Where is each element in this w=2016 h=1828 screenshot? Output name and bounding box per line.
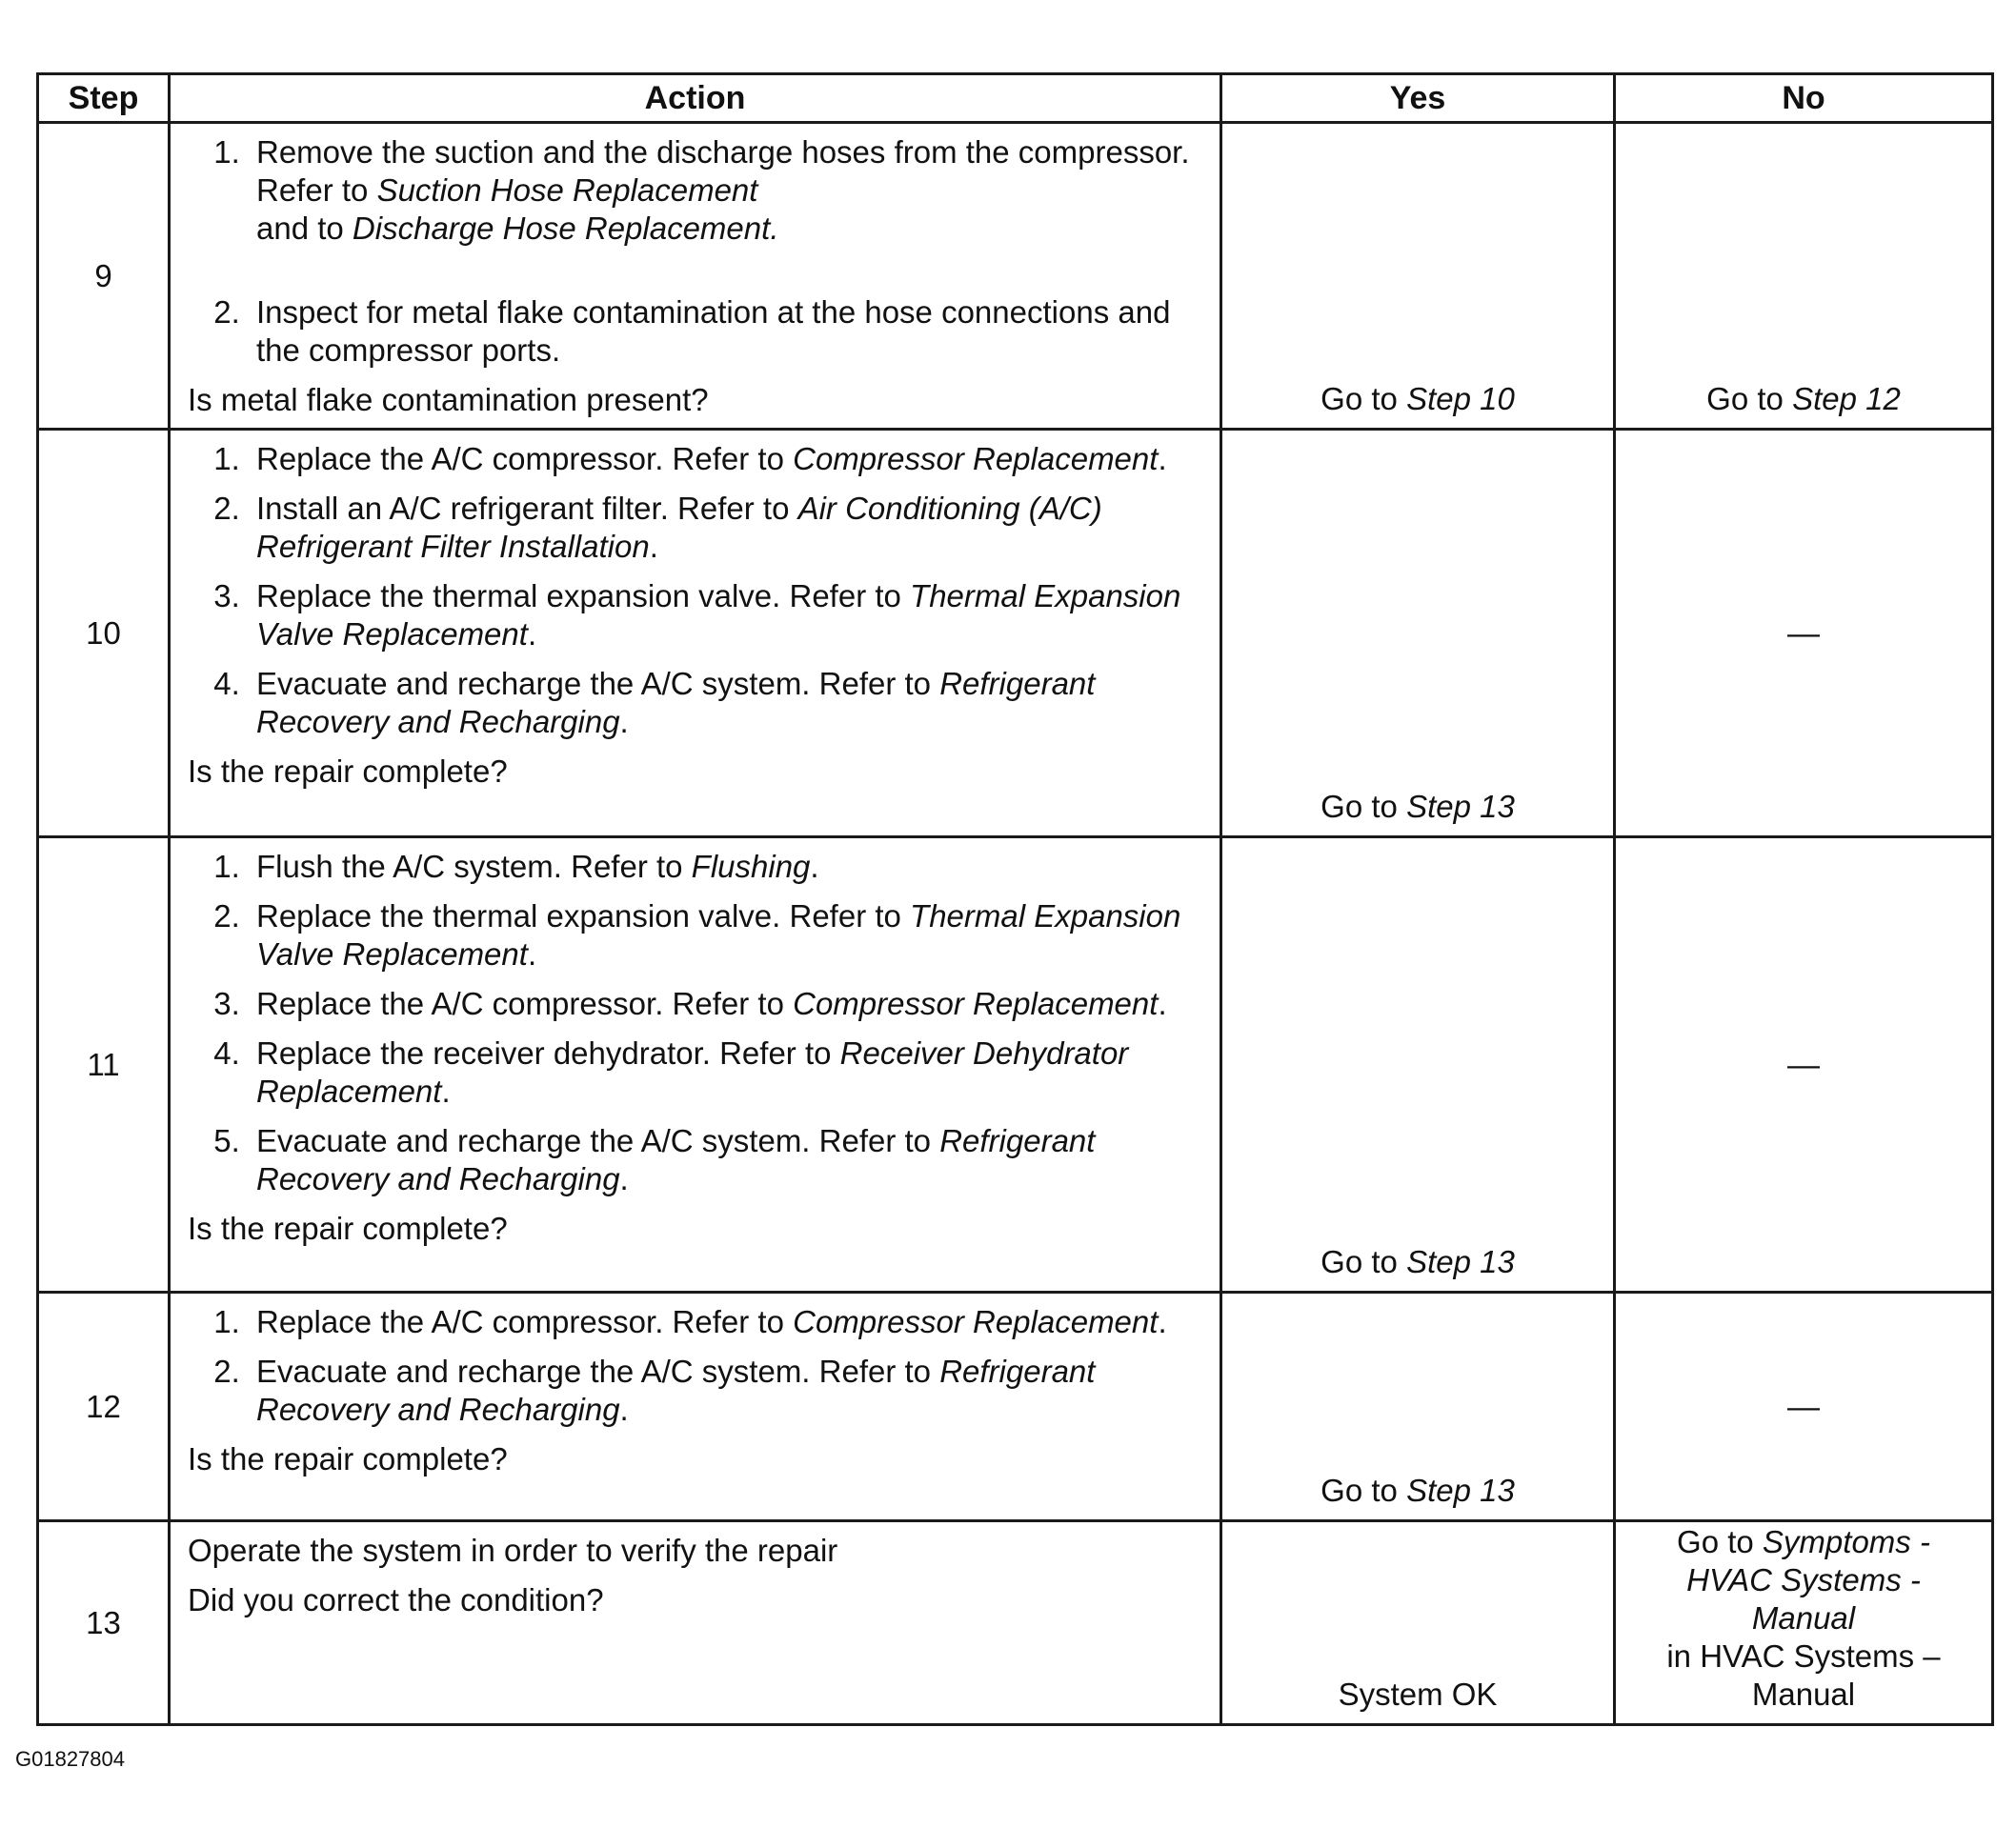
yes-cell [1221, 430, 1615, 837]
no-dash: — [1787, 1388, 1820, 1425]
question-text: Is metal flake contamination present? [188, 382, 709, 417]
reference-link[interactable]: Thermal Expansion Valve Replacement [256, 898, 1181, 972]
list-item [249, 897, 1202, 974]
step-number: 11 [38, 837, 170, 1293]
item-end: . [619, 1161, 629, 1196]
diagnostic-table [36, 72, 1994, 1726]
no-dash: — [1787, 1046, 1820, 1083]
item-text: Evacuate and recharge the A/C system. Refer to [256, 1354, 940, 1389]
list-item [249, 133, 1202, 248]
action-cell [170, 837, 1221, 1293]
table-row [38, 430, 1993, 837]
item-end: . [810, 849, 819, 884]
item-end: . [441, 1074, 451, 1109]
figure-code: G01827804 [15, 1747, 125, 1771]
item-text: Remove the suction and the discharge hoses from the compressor. Refer to [256, 134, 1190, 208]
list-item [249, 490, 1202, 566]
yes-cell [1221, 1293, 1615, 1521]
item-text: Replace the A/C compressor. Refer to [256, 441, 794, 476]
list-item [249, 1035, 1202, 1111]
no-suffix: in HVAC Systems – Manual [1666, 1638, 1941, 1712]
no-cell [1615, 123, 1993, 430]
reference-link[interactable]: Receiver Dehydrator Replacement [256, 1035, 1129, 1109]
action-cell [170, 430, 1221, 837]
yes-step-link[interactable]: Step 13 [1406, 1244, 1515, 1279]
reference-link[interactable]: Refrigerant Recovery and Recharging [256, 666, 1096, 739]
item-end: . [1158, 986, 1167, 1021]
item-end: . [1158, 441, 1167, 476]
item-text: Inspect for metal flake contamination at the hose connections and the compressor ports. [256, 294, 1171, 368]
step-number: 9 [38, 123, 170, 430]
reference-link[interactable]: Thermal Expansion Valve Replacement [256, 578, 1181, 652]
table-row [38, 1293, 1993, 1521]
yes-step-link[interactable]: Step 13 [1406, 789, 1515, 824]
list-item [249, 1353, 1202, 1429]
item-end: . [1158, 1304, 1167, 1339]
yes-prefix: Go to [1320, 1473, 1407, 1508]
item-text: Replace the thermal expansion valve. Refer to [256, 578, 911, 613]
question-text: Did you correct the condition? [188, 1582, 604, 1617]
list-item [249, 985, 1202, 1023]
item-end: . [527, 616, 537, 652]
action-list [188, 133, 1202, 370]
reference-link[interactable]: Compressor Replacement [793, 986, 1159, 1021]
table-row [38, 837, 1993, 1293]
action-list [188, 440, 1202, 741]
yes-cell [1221, 123, 1615, 430]
item-end: . [527, 936, 537, 972]
item-text: Evacuate and recharge the A/C system. Refer to [256, 666, 940, 701]
item-text: Replace the receiver dehydrator. Refer to [256, 1035, 840, 1071]
table-row [38, 123, 1993, 430]
list-item [249, 293, 1202, 370]
no-cell [1615, 837, 1993, 1293]
action-cell [170, 1521, 1221, 1725]
yes-cell [1221, 837, 1615, 1293]
list-item [249, 1303, 1202, 1341]
instruction-text: Operate the system in order to verify the repair [188, 1533, 838, 1568]
list-item [249, 440, 1202, 478]
reference-link[interactable]: Refrigerant Recovery and Recharging [256, 1354, 1096, 1427]
item-text: Replace the A/C compressor. Refer to [256, 1304, 794, 1339]
item-text: Evacuate and recharge the A/C system. Refer to [256, 1123, 940, 1158]
action-list [188, 848, 1202, 1198]
header-step: Step [38, 74, 170, 123]
yes-prefix: Go to [1320, 789, 1407, 824]
item-end: . [770, 211, 779, 246]
symptoms-link[interactable]: Symptoms - HVAC Systems - Manual [1686, 1524, 1930, 1636]
list-item [249, 848, 1202, 886]
item-end: . [619, 1392, 629, 1427]
item-text: Flush the A/C system. Refer to [256, 849, 692, 884]
yes-result: System OK [1338, 1677, 1498, 1712]
yes-cell [1221, 1521, 1615, 1725]
reference-link[interactable]: Compressor Replacement [793, 1304, 1159, 1339]
item-text: Replace the A/C compressor. Refer to [256, 986, 794, 1021]
item-end: . [619, 704, 629, 739]
table-row [38, 1521, 1993, 1725]
header-yes: Yes [1221, 74, 1615, 123]
no-cell [1615, 430, 1993, 837]
no-cell [1615, 1293, 1993, 1521]
item-text: Install an A/C refrigerant filter. Refer to [256, 491, 798, 526]
no-prefix: Go to [1677, 1524, 1763, 1559]
yes-step-link[interactable]: Step 10 [1406, 381, 1515, 416]
reference-link[interactable]: Refrigerant Recovery and Recharging [256, 1123, 1096, 1196]
no-cell [1615, 1521, 1993, 1725]
diagnostic-table-container [36, 72, 1991, 1726]
header-row [38, 74, 1993, 123]
header-no: No [1615, 74, 1993, 123]
list-item [249, 665, 1202, 741]
reference-link[interactable]: Discharge Hose Replacement [352, 211, 771, 246]
no-dash: — [1787, 614, 1820, 652]
step-number: 13 [38, 1521, 170, 1725]
no-step-link[interactable]: Step 12 [1792, 381, 1901, 416]
list-item [249, 577, 1202, 653]
reference-link[interactable]: Flushing [691, 849, 811, 884]
item-end: . [649, 529, 658, 564]
question-text: Is the repair complete? [188, 1441, 508, 1476]
reference-link[interactable]: Air Conditioning (A/C) Refrigerant Filter Installation [256, 491, 1102, 564]
step-number: 12 [38, 1293, 170, 1521]
item-text: and to [256, 211, 353, 246]
question-text: Is the repair complete? [188, 1211, 508, 1246]
reference-link[interactable]: Suction Hose Replacement [376, 172, 758, 208]
step-number: 10 [38, 430, 170, 837]
list-item [249, 1122, 1202, 1198]
header-action: Action [170, 74, 1221, 123]
action-list [188, 1303, 1202, 1429]
item-text: Replace the thermal expansion valve. Refer to [256, 898, 911, 934]
question-text: Is the repair complete? [188, 753, 508, 789]
action-cell [170, 123, 1221, 430]
yes-prefix: Go to [1320, 1244, 1407, 1279]
action-cell [170, 1293, 1221, 1521]
yes-step-link[interactable]: Step 13 [1406, 1473, 1515, 1508]
no-prefix: Go to [1706, 381, 1793, 416]
reference-link[interactable]: Compressor Replacement [793, 441, 1159, 476]
yes-prefix: Go to [1320, 381, 1407, 416]
